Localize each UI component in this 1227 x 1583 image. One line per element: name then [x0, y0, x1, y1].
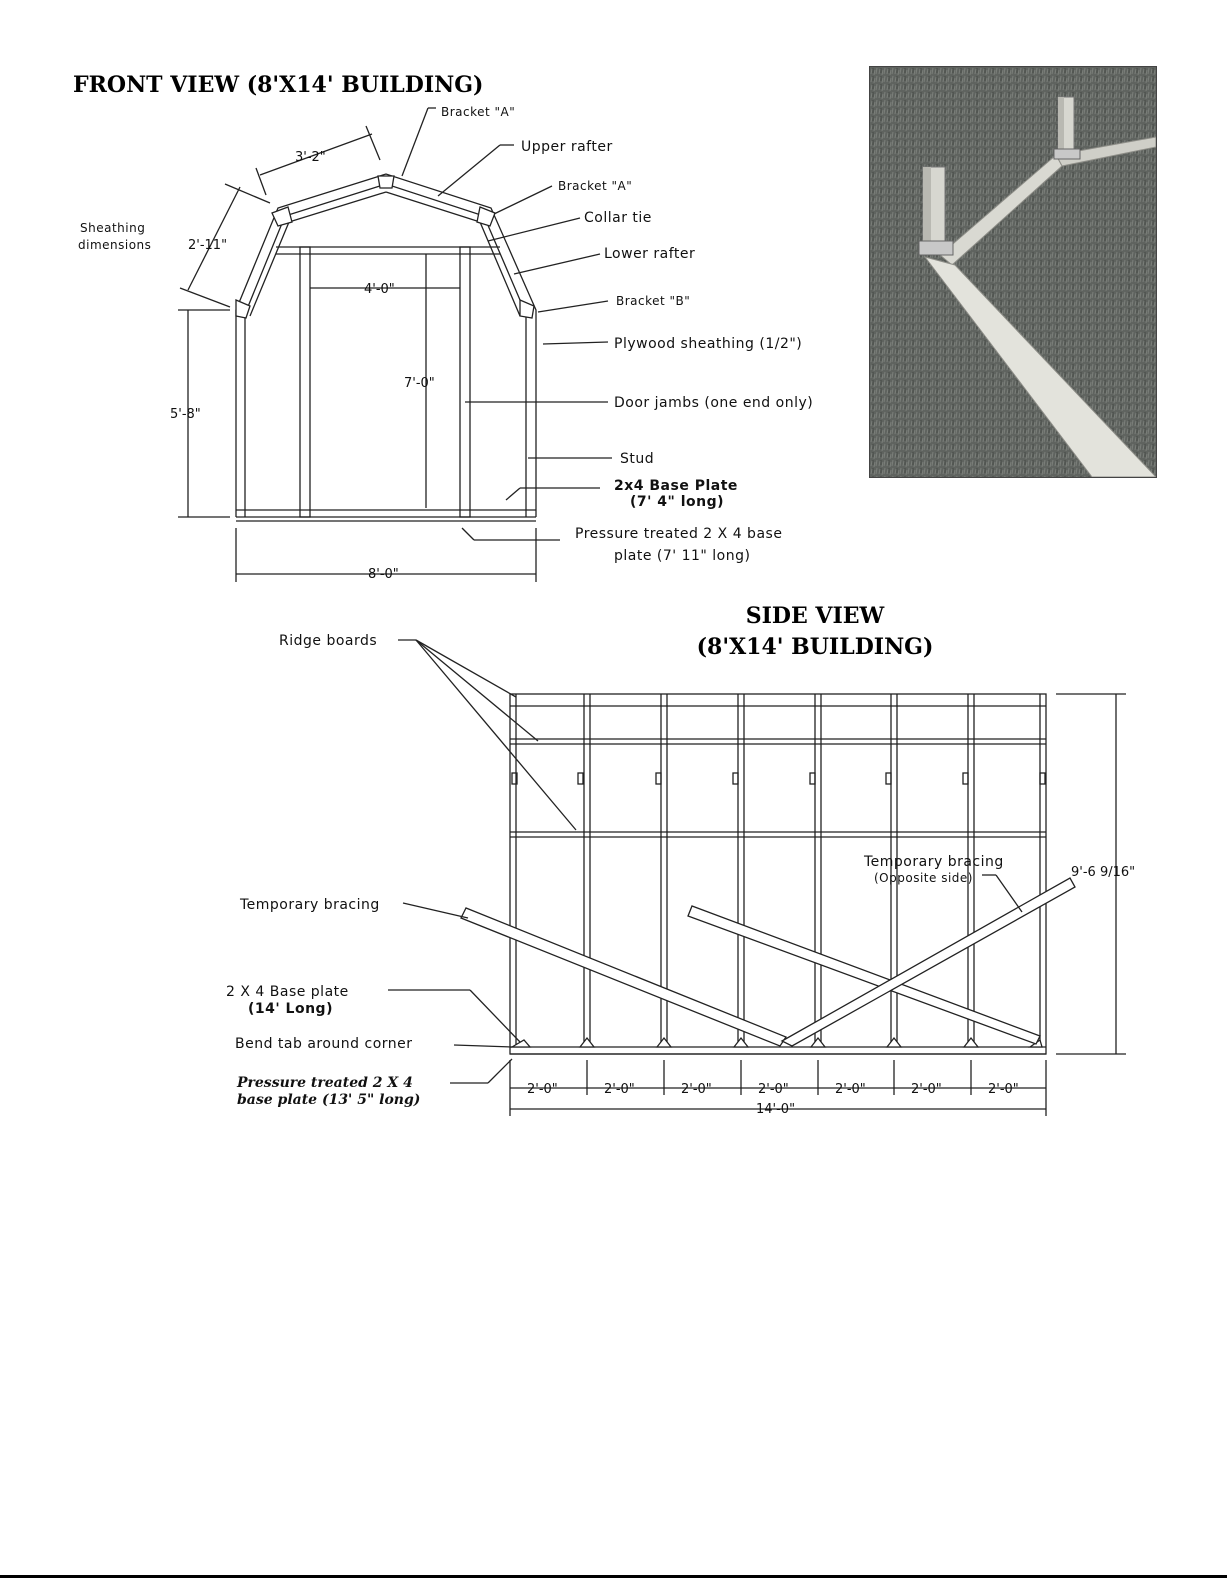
label-base-plate-2: (14' Long) — [248, 1001, 333, 1017]
dim-wall-height: 5'-8" — [170, 407, 201, 422]
front-view-title: FRONT VIEW (8'X14' BUILDING) — [73, 72, 484, 98]
label-bracket-a-top: Bracket "A" — [441, 105, 516, 119]
label-pt-plate-1: Pressure treated 2 X 4 base — [575, 526, 783, 542]
dim-spacing-3: 2'-0" — [681, 1082, 712, 1097]
label-temp-bracing-opp-2: (Opposite side) — [874, 871, 973, 885]
label-base-plate-1: 2 X 4 Base plate — [226, 984, 349, 1000]
label-temp-bracing-opp-1: Temporary bracing — [864, 854, 1004, 870]
label-stud: Stud — [620, 451, 655, 467]
label-ridge-boards: Ridge boards — [279, 633, 378, 649]
dim-upper: 3'-2" — [295, 150, 326, 165]
dim-height: 9'-6 9/16" — [1071, 865, 1136, 880]
label-bracket-a-side: Bracket "A" — [558, 179, 633, 193]
label-plywood-sheathing: Plywood sheathing (1/2") — [614, 336, 803, 352]
page-bottom-rule — [0, 1575, 1227, 1578]
dim-spacing-2: 2'-0" — [604, 1082, 635, 1097]
label-pt-plate-2: base plate (13' 5" long) — [237, 1092, 421, 1108]
dim-door-width: 4'-0" — [364, 282, 395, 297]
side-view-title-line2: (8'X14' BUILDING) — [696, 634, 934, 660]
label-temp-bracing: Temporary bracing — [240, 897, 380, 913]
dim-spacing-1: 2'-0" — [527, 1082, 558, 1097]
dim-spacing-5: 2'-0" — [835, 1082, 866, 1097]
label-sheathing-1: Sheathing — [80, 221, 146, 235]
dim-lower: 2'-11" — [188, 238, 228, 253]
label-pt-plate-1: Pressure treated 2 X 4 — [237, 1075, 413, 1091]
label-bracket-b: Bracket "B" — [616, 294, 691, 308]
label-base-plate-2: (7' 4" long) — [630, 494, 725, 510]
label-upper-rafter: Upper rafter — [521, 139, 613, 155]
label-bend-tab: Bend tab around corner — [235, 1036, 413, 1052]
label-collar-tie: Collar tie — [584, 210, 652, 226]
label-base-plate-1: 2x4 Base Plate — [614, 478, 738, 494]
dim-door-height: 7'-0" — [404, 376, 435, 391]
label-door-jambs: Door jambs (one end only) — [614, 395, 814, 411]
dim-spacing-7: 2'-0" — [988, 1082, 1019, 1097]
label-lower-rafter: Lower rafter — [604, 246, 696, 262]
dim-spacing-4: 2'-0" — [758, 1082, 789, 1097]
label-pt-plate-2: plate (7' 11" long) — [614, 548, 751, 564]
dim-width: 8'-0" — [368, 567, 399, 582]
side-view-title-line1: SIDE VIEW — [745, 603, 885, 629]
dim-spacing-6: 2'-0" — [911, 1082, 942, 1097]
dim-total-length: 14'-0" — [756, 1102, 796, 1117]
label-sheathing-2: dimensions — [78, 238, 152, 252]
